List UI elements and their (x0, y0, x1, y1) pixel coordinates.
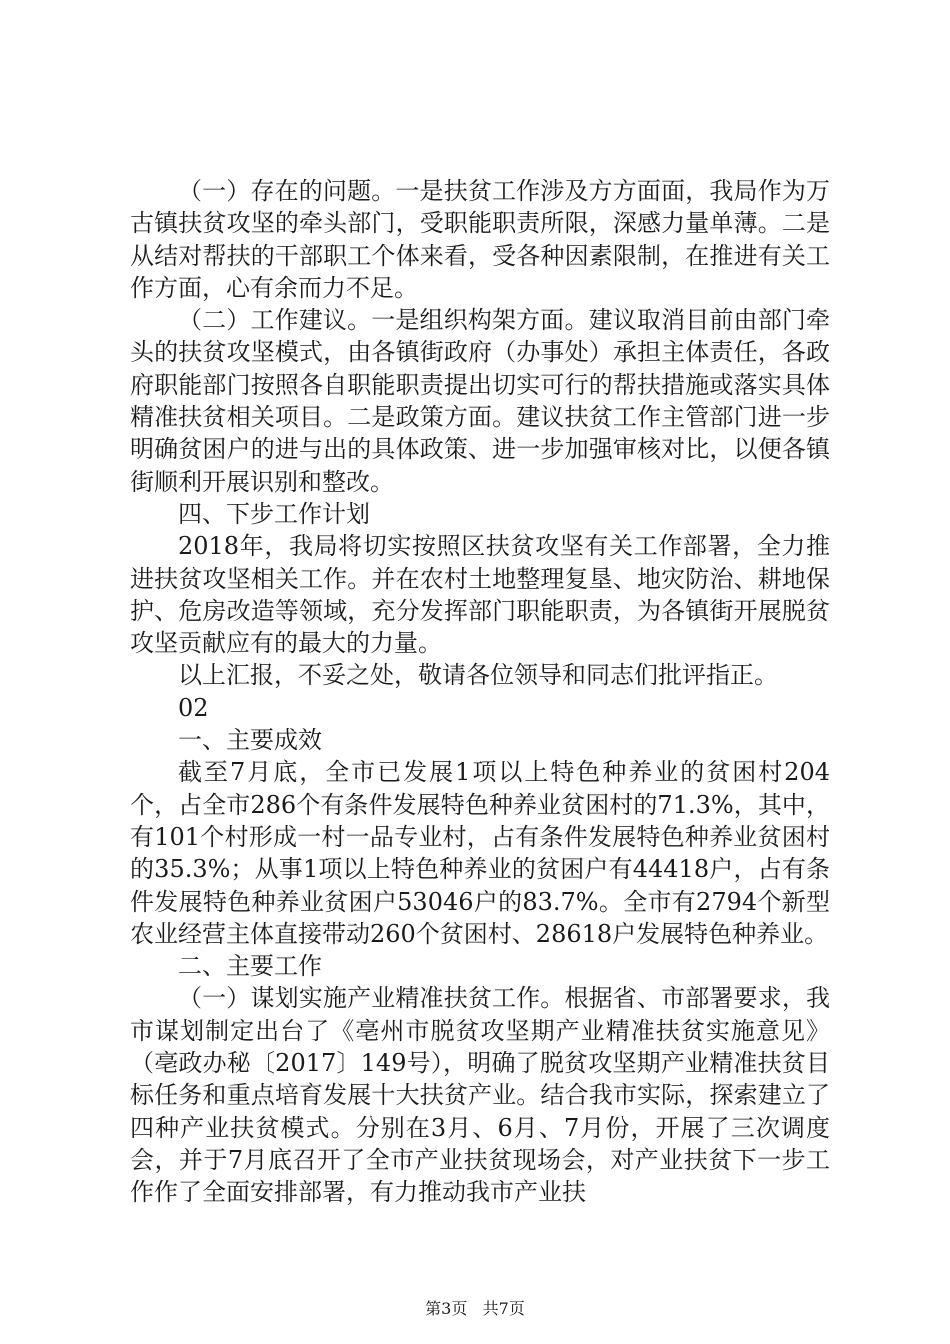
section-heading-next-plan: 四、下步工作计划 (178, 499, 370, 528)
page-number: 第3页 (425, 1299, 468, 1318)
page-total: 共7页 (482, 1299, 525, 1318)
paragraph-closing: 以上汇报，不妥之处，敬请各位领导和同志们批评指正。 (178, 661, 778, 690)
paragraph-results: 截至7月底，全市已发展1项以上特色种养业的贫困村204个，占全市286个有条件发展特色种养业贫困村的71.3%，其中，有101个村形成一村一品专业村，占有条件发展特色种养业贫困村的35.3%；从事1项以上特色种养业的贫困户有44418户，占有条件发展特色种养业贫困户53046户的83.7%。全市有2794个新型农业经营主体直接带动260个贫困村、28618户发展特色种养业。 (130, 758, 830, 948)
section-heading-main-work: 二、主要工作 (178, 952, 322, 981)
section-heading-results: 一、主要成效 (178, 726, 322, 755)
paragraph-2018-plan: 2018年，我局将切实按照区扶贫攻坚有关工作部署，全力推进扶贫攻坚相关工作。并在农村土地整理复垦、地灾防治、耕地保护、危房改造等领域，充分发挥部门职能职责，为各镇街开展脱贫攻坚贡献应有的最大的力量。 (130, 532, 830, 658)
paragraph-main-work: （一）谋划实施产业精准扶贫工作。根据省、市部署要求，我市谋划制定出台了《亳州市脱贫攻坚期产业精准扶贫实施意见》（亳政办秘〔2017〕149号），明确了脱贫攻坚期产业精准扶贫目标任务和重点培育发展十大扶贫产业。结合我市实际，探索建立了四种产业扶贫模式。分别在3月、6月、7月份，开展了三次调度会，并于7月底召开了全市产业扶贫现场会，对产业扶贫下一步工作作了全面安排部署，有力推动我市产业扶 (130, 984, 830, 1207)
paragraph-suggestions: （二）工作建议。一是组织构架方面。建议取消目前由部门牵头的扶贫攻坚模式，由各镇街政府（办事处）承担主体责任，各政府职能部门按照各自职能职责提出切实可行的帮扶措施或落实具体精准扶贫相关项目。二是政策方面。建议扶贫工作主管部门进一步明确贫困户的进与出的具体政策、进一步加强审核对比，以便各镇街顺利开展识别和整改。 (130, 306, 830, 496)
paragraph-problems: （一）存在的问题。一是扶贫工作涉及方方面面，我局作为万古镇扶贫攻坚的牵头部门，受职能职责所限，深感力量单薄。二是从结对帮扶的干部职工个体来看，受各种因素限制，在推进有关工作方面，心有余而力不足。 (130, 177, 830, 302)
document-body (130, 175, 830, 1209)
page-footer (0, 1299, 950, 1319)
page-separator (472, 1299, 477, 1318)
section-number: 02 (178, 693, 209, 722)
